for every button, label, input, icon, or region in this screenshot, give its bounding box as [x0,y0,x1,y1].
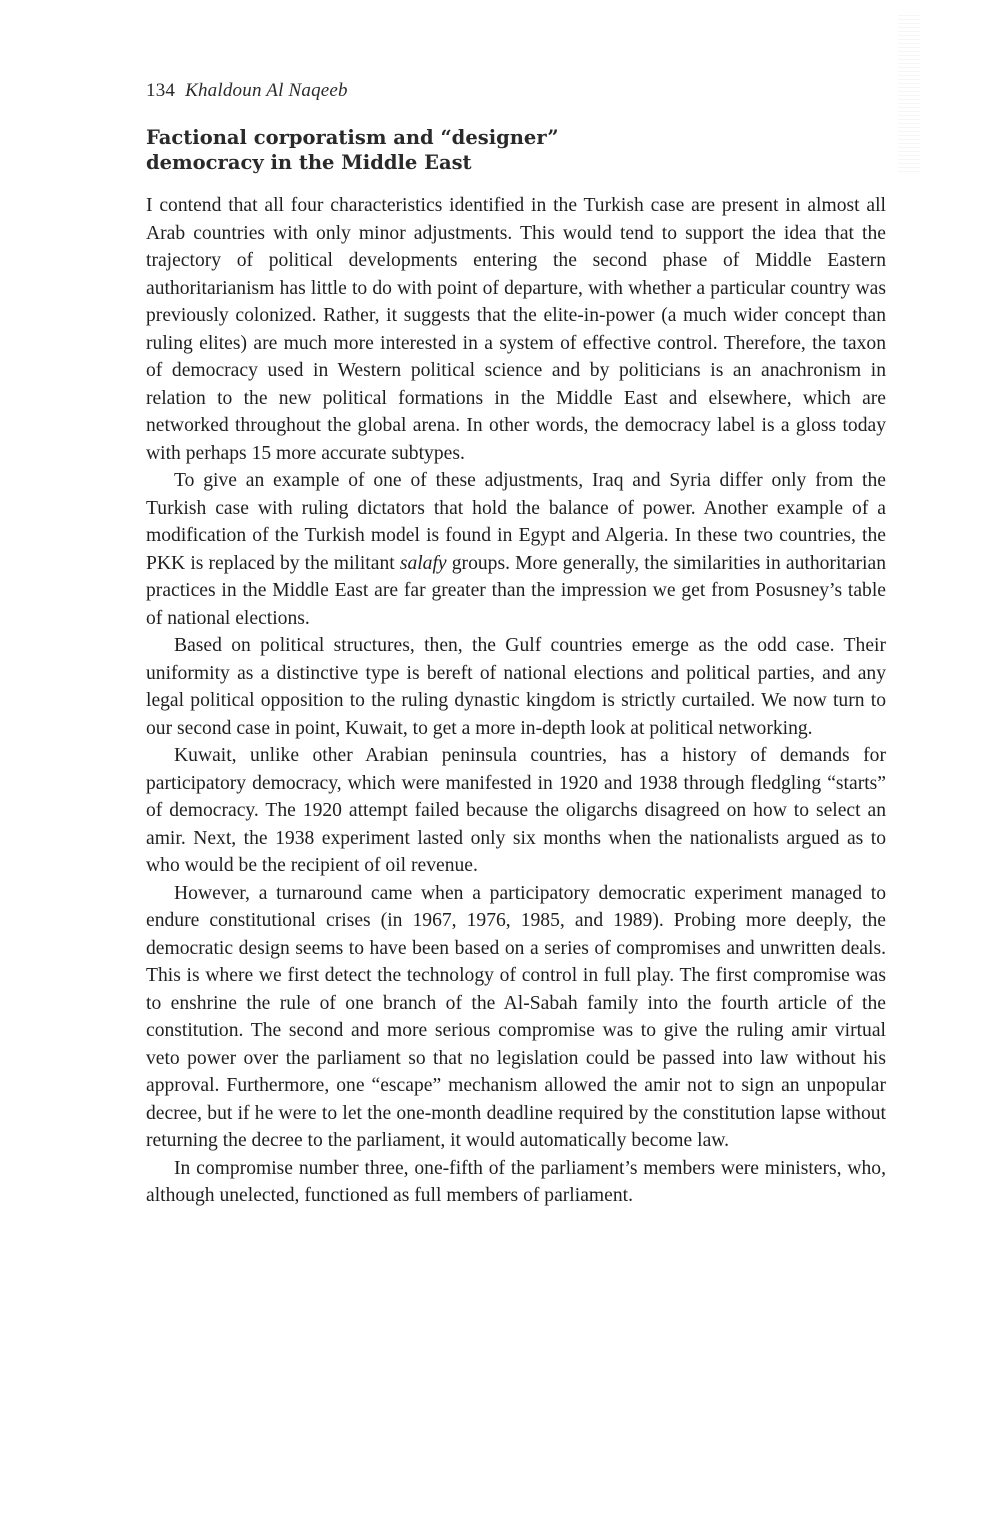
page-number: 134 [146,80,176,101]
section-heading-line-1: Factional corporatism and “designer” [146,126,559,149]
paragraph-6: In compromise number three, one-fifth of the parliament’s members were ministers, who, although unelected, functioned as full members of parliament. [146,1157,886,1206]
running-head [146,80,348,102]
paragraph-1: I contend that all four characteristics identified in the Turkish case are present in almost all Arab countries with only minor adjustments. This would tend to support the idea that the trajectory of political developments entering the second phase of Middle Eastern authoritarianism has little to do with point of departure, with whether a particular country was previously colonized. Rather, it suggests that the elite-in-power (a much wider concept than ruling elites) are much more interested in a system of effective control. Therefore, the taxon of democracy used in Western political science and by politicians is an anachronism in relation to the new political formations in the Middle East and elsewhere, which are networked throughout the global arena. In other words, the democracy label is a gloss today with perhaps 15 more accurate subtypes. [146,195,886,464]
paragraph-4: Kuwait, unlike other Arabian peninsula countries, has a history of demands for participatory democracy, which were manifested in 1920 and 1938 through fledgling “starts” of democracy. The 1920 attempt failed because the oligarchs disagreed on how to select an amir. Next, the 1938 experiment lasted only six months when the nationalists argued as to who would be the recipient of oil revenue. [146,745,886,876]
paragraph-2-before: To give an example of one of these adjustments, Iraq and Syria differ only from the Turkish case with ruling dictators that hold the balance of power. Another example of a modification of the Turkish model is found in Egypt and Algeria. In these two countries, the PKK is replaced by the militant [146,470,886,574]
section-heading-line-2: democracy in the Middle East [146,151,472,174]
section-heading [146,125,666,175]
paragraph-5: However, a turnaround came when a participatory democratic experiment managed to endure constitutional crises (in 1967, 1976, 1985, and 1989). Probing more deeply, the democratic design seems to have been based on a series of compromises and unwritten deals. This is where we first detect the technology of control in full play. The first compromise was to enshrine the rule of one branch of the Al-Sabah family into the fourth article of the constitution. The second and more serious compromise was to give the ruling amir virtual veto power over the parliament so that no legislation could be passed into law without his approval. Furthermore, one “escape” mechanism allowed the amir not to sign an unpopular decree, but if he were to let the one-month deadline required by the constitution lapse without returning the decree to the parliament, it would automatically become law. [146,882,886,1151]
paragraph-2 [146,467,886,632]
running-head-author: Khaldoun Al Naqeeb [185,80,348,101]
paragraph-3: Based on political structures, then, the Gulf countries emerge as the odd case. Their uniformity as a distinctive type is bereft of national elections and political parties, and any legal political opposition to the ruling dynastic kingdom is strictly curtailed. We now turn to our second case in point, Kuwait, to get a more in-depth look at political networking. [146,635,886,739]
paragraph-2-italic-term: salafy [399,552,447,574]
paragraph-2-after: groups. More generally, the similarities in authoritarian practices in the Middle East are far greater than the impression we get from Posusney’s table of national elections. [146,552,886,629]
scan-edge-artifact [898,15,920,175]
body-text [146,192,886,1210]
